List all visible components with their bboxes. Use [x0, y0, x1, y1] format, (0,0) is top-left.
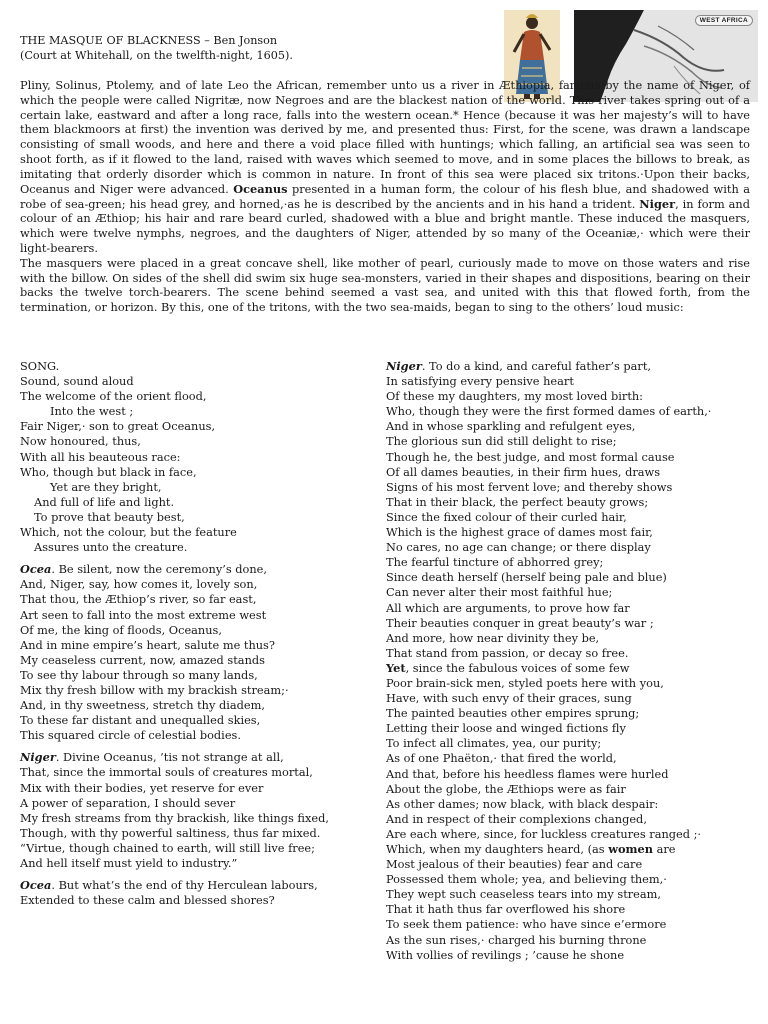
- verse-line: [20, 374, 380, 389]
- verse-text: With all his beauteous race:: [20, 449, 181, 464]
- verse-column-right: [386, 359, 758, 963]
- verse-line: [20, 683, 380, 698]
- verse-text: Who, though but black in face,: [20, 464, 197, 479]
- verse-text: All which are arguments, to prove how far: [386, 600, 630, 615]
- verse-line: [20, 728, 380, 743]
- verse-text: Which is the highest grace of dames most fair,: [386, 525, 653, 540]
- document-title: THE MASQUE OF BLACKNESS – Ben Jonson: [20, 34, 278, 47]
- intro-paragraph-1: [20, 78, 750, 256]
- intro-text-run: presented in a human form, the colour of his flesh blue, and shadowed with a robe of sea-green; his head grey, and horned,·as he is described by the ancients and in his hand a trident.: [20, 181, 750, 211]
- verse-line: [386, 933, 758, 948]
- verse-line: [386, 510, 758, 525]
- verse-text: “Virtue, though chained to earth, will still live free;: [20, 840, 315, 855]
- verse-line: [386, 902, 758, 917]
- verse-text: Fair Niger,· son to great Oceanus,: [20, 419, 216, 434]
- verse-text: No cares, no age can change; or there display: [386, 540, 651, 555]
- verse-text: As the sun rises,· charged his burning throne: [386, 932, 647, 947]
- intro-text: [20, 78, 750, 315]
- verse-line: [386, 495, 758, 510]
- verse-line: [20, 638, 380, 653]
- speaker-name: Ocea: [20, 562, 52, 577]
- intro-text-run: , in form and colour of an Æthiop; his hair and rare beard curled, shadowed with a blue and bright mantle. These induced the masquers, which were twelve nymphs, negroes, and the daughters of Niger, attended by so many of the Oceaniæ,· which were their light-bearers.: [20, 196, 750, 255]
- verse-text: Poor brain-sick men, styled poets here with you,: [386, 675, 664, 690]
- verse-column-left: [20, 359, 380, 908]
- verse-text: Now honoured, thus,: [20, 434, 141, 449]
- verse-line: [20, 510, 380, 525]
- verse-text: Assures unto the creature.: [34, 540, 188, 555]
- verse-line: [386, 782, 758, 797]
- verse-line: [386, 661, 758, 676]
- verse-text: That it hath thus far overflowed his shore: [386, 902, 626, 917]
- verse-text: Which, not the colour, but the feature: [20, 525, 237, 540]
- verse-text: The glorious sun did still delight to rise;: [386, 434, 617, 449]
- stanza-gap: [20, 743, 380, 750]
- map-label: WEST AFRICA: [695, 15, 753, 26]
- verse-line: [20, 878, 380, 893]
- verse-text: In satisfying every pensive heart: [386, 374, 574, 389]
- verse-text: That in their black, the perfect beauty grows;: [386, 494, 649, 509]
- verse-line: [386, 465, 758, 480]
- bold-word: women: [608, 842, 654, 856]
- verse-text: And full of life and light.: [34, 494, 175, 509]
- verse-line: [386, 404, 758, 419]
- verse-line: [386, 691, 758, 706]
- verse-text: Have, with such envy of their graces, sung: [386, 691, 632, 706]
- verse-text: Of these my daughters, my most loved birth:: [386, 389, 644, 404]
- verse-text: And hell itself must yield to industry.”: [20, 856, 238, 870]
- verse-text: Possessed them whole; yea, and believing them,·: [386, 872, 667, 887]
- verse-line: [20, 577, 380, 592]
- verse-text: About the globe, the Æthiops were as fair: [386, 781, 626, 796]
- verse-text: Since the fixed colour of their curled hair,: [386, 509, 627, 524]
- intro-bold-name: Oceanus: [233, 181, 288, 196]
- verse-line: [386, 917, 758, 932]
- verse-text: My ceaseless current, now, amazed stands: [20, 652, 265, 667]
- verse-line: [20, 668, 380, 683]
- verse-line: [20, 592, 380, 607]
- verse-text: That, since the immortal souls of creatures mortal,: [20, 765, 313, 780]
- verse-line: [386, 721, 758, 736]
- verse-text: And that, before his heedless flames were hurled: [386, 766, 669, 781]
- verse-line: [20, 750, 380, 765]
- verse-text: As other dames; now black, with black despair:: [386, 796, 659, 811]
- verse-line: [20, 713, 380, 728]
- speaker-name: Ocea: [20, 878, 52, 893]
- verse-line: [20, 480, 380, 495]
- bold-word: Yet: [386, 660, 406, 675]
- verse-line: [386, 676, 758, 691]
- speaker-name: Niger: [20, 750, 56, 765]
- verse-text: Who, though they were the first formed dames of earth,·: [386, 404, 712, 419]
- verse-text: Of all dames beauties, in their firm hues, draws: [386, 464, 661, 479]
- verse-line: [20, 389, 380, 404]
- verse-line: [386, 646, 758, 661]
- verse-text: To these far distant and unequalled skies,: [20, 713, 261, 728]
- verse-text: Of me, the king of floods, Oceanus,: [20, 622, 222, 637]
- intro-bold-name: Niger: [639, 196, 676, 211]
- verse-text: To see thy labour through so many lands,: [20, 667, 258, 682]
- verse-line: [386, 767, 758, 782]
- verse-line: [20, 525, 380, 540]
- verse-text: , since the fabulous voices of some few: [405, 660, 630, 675]
- verse-text: This squared circle of celestial bodies.: [20, 728, 241, 743]
- verse-text: Their beauties conquer in great beauty’s war ;: [386, 615, 654, 630]
- verse-text: Though, with thy powerful saltiness, thus far mixed.: [20, 825, 321, 840]
- verse-text: . But what’s the end of thy Herculean labours,: [51, 878, 318, 893]
- verse-text: Since death herself (herself being pale and blue): [386, 570, 667, 585]
- verse-line: [386, 872, 758, 887]
- intro-text-run: Pliny, Solinus, Ptolemy, and of late Leo the African, remember unto us a river in Æthiopia, famous by the name of Niger, of which the people were called Nigritæ, now Negroes and are the blackest nation of the world. This river takes spring out of a certain lake, eastward and after a long race, falls into the western ocean.* Hence (because it was her majesty’s will to have them blackmoors at first) the invention was derived by me, and presented thus: First, for the scene, was drawn a landscape consisting of small woods, and here and there a void place filled with huntings; which falling, an artificial sea was seen to shoot forth, as if it flowed to the land, raised with waves which seemed to move, and in some places the billows to break, as imitating that orderly disorder which is common in nature. In front of this sea were placed six tritons.·Upon their backs, Oceanus and Niger were advanced.: [20, 78, 750, 196]
- verse-line: [20, 495, 380, 510]
- verse-text: And in whose sparkling and refulgent eyes,: [386, 419, 636, 434]
- verse-line: [20, 419, 380, 434]
- verse-text: SONG.: [20, 359, 60, 373]
- verse-text: The painted beauties other empires sprung;: [386, 706, 640, 721]
- verse-line: [20, 450, 380, 465]
- verse-text: The fearful tincture of abhorred grey;: [386, 555, 604, 570]
- verse-line: [20, 811, 380, 826]
- verse-text: Sound, sound aloud: [20, 374, 134, 389]
- verse-text: The welcome of the orient flood,: [20, 389, 207, 404]
- verse-line: [20, 623, 380, 638]
- verse-line: [20, 562, 380, 577]
- verse-line: [20, 781, 380, 796]
- verse-line: [386, 616, 758, 631]
- verse-text: Mix thy fresh billow with my brackish stream;·: [20, 682, 289, 697]
- verse-text: Into the west ;: [50, 404, 134, 419]
- verse-text: As of one Phaëton,· that fired the world,: [386, 751, 617, 766]
- verse-line: [20, 841, 380, 856]
- verse-text: To infect all climates, yea, our purity;: [386, 736, 602, 751]
- verse-text: . To do a kind, and careful father’s part,: [421, 359, 652, 373]
- verse-text: A power of separation, I should sever: [20, 795, 236, 810]
- verse-text: To prove that beauty best,: [34, 509, 185, 524]
- verse-line: [386, 736, 758, 751]
- verse-line: [386, 585, 758, 600]
- stanza-gap: [20, 555, 380, 562]
- verse-line: [20, 856, 380, 871]
- verse-line: [20, 796, 380, 811]
- verse-text: My fresh streams from thy brackish, like things fixed,: [20, 810, 329, 825]
- verse-line: [20, 893, 380, 908]
- verse-line: [20, 608, 380, 623]
- verse-text: . Divine Oceanus, ’tis not strange at all,: [55, 750, 284, 765]
- verse-line: [386, 751, 758, 766]
- verse-line: [386, 359, 758, 374]
- verse-line: [386, 374, 758, 389]
- document-header: [20, 33, 500, 63]
- verse-line: [386, 857, 758, 872]
- verse-line: [386, 827, 758, 842]
- verse-line: [386, 525, 758, 540]
- verse-text: . Be silent, now the ceremony’s done,: [51, 562, 267, 577]
- verse-text: Are each where, since, for luckless creatures ranged ;·: [386, 826, 702, 841]
- verse-line: [386, 540, 758, 555]
- verse-text: That thou, the Æthiop’s river, so far east,: [20, 592, 257, 607]
- verse-text: are: [653, 842, 676, 856]
- verse-line: [20, 404, 380, 419]
- verse-text: Signs of his most fervent love; and thereby shows: [386, 479, 673, 494]
- verse-line: [20, 826, 380, 841]
- verse-text: And, Niger, say, how comes it, lovely son,: [20, 577, 258, 592]
- verse-line: [386, 480, 758, 495]
- verse-text: And more, how near divinity they be,: [386, 630, 600, 645]
- verse-line: [20, 359, 380, 374]
- verse-text: Extended to these calm and blessed shores?: [20, 893, 275, 908]
- verse-text: And in respect of their complexions changed,: [386, 811, 647, 826]
- verse-line: [386, 434, 758, 449]
- verse-line: [386, 948, 758, 963]
- verse-text: Though he, the best judge, and most formal cause: [386, 449, 675, 464]
- verse-line: [386, 797, 758, 812]
- verse-line: [386, 812, 758, 827]
- verse-line: [386, 419, 758, 434]
- verse-line: [386, 887, 758, 902]
- intro-paragraph-2: The masquers were placed in a great concave shell, like mother of pearl, curiously made to move on those waters and rise with the billow. On sides of the shell did swim six huge sea-monsters, varied in their shapes and dispositions, bearing on their backs the twelve torch-bearers. The scene behind seemed a vast sea, and united with this that flowed forth, from the termination, or horizon. By this, one of the tritons, with the two sea-maids, began to sing to the others’ loud music:: [20, 255, 750, 315]
- verse-line: [386, 706, 758, 721]
- verse-text: With vollies of revilings ; ’cause he shone: [386, 947, 625, 962]
- verse-line: [386, 570, 758, 585]
- verse-line: [20, 765, 380, 780]
- verse-text: Mix with their bodies, yet reserve for ever: [20, 780, 264, 795]
- verse-text: That stand from passion, or decay so free.: [386, 645, 629, 660]
- verse-line: [386, 450, 758, 465]
- verse-line: [20, 653, 380, 668]
- speaker-name: Niger: [386, 359, 422, 373]
- document-subtitle: (Court at Whitehall, on the twelfth-night, 1605).: [20, 49, 293, 62]
- verse-text: Can never alter their most faithful hue;: [386, 585, 613, 600]
- verse-text: And in mine empire’s heart, salute me thus?: [20, 637, 275, 652]
- verse-line: [20, 540, 380, 555]
- verse-line: [20, 434, 380, 449]
- verse-text: They wept such ceaseless tears into my stream,: [386, 887, 662, 902]
- verse-text: To seek them patience: who have since e’ermore: [386, 917, 667, 932]
- verse-line: [386, 842, 758, 857]
- verse-line: [20, 698, 380, 713]
- verse-text: Letting their loose and winged fictions fly: [386, 721, 626, 736]
- verse-line: [386, 555, 758, 570]
- verse-line: [20, 465, 380, 480]
- verse-text: Yet are they bright,: [50, 479, 162, 494]
- verse-text: And, in thy sweetness, stretch thy diadem,: [20, 698, 265, 713]
- verse-text: Art seen to fall into the most extreme west: [20, 607, 267, 622]
- verse-text: Most jealous of their beauties) fear and care: [386, 857, 643, 872]
- verse-text: Which, when my daughters heard, (as: [386, 842, 609, 856]
- verse-line: [386, 601, 758, 616]
- verse-line: [386, 389, 758, 404]
- stanza-gap: [20, 871, 380, 878]
- verse-line: [386, 631, 758, 646]
